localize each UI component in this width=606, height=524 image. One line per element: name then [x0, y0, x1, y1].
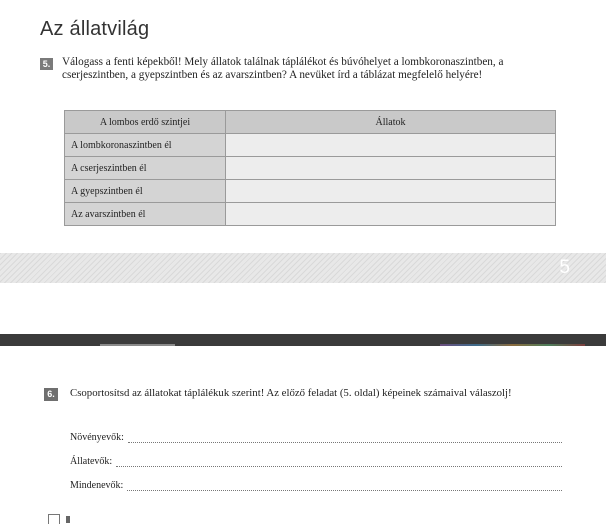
header-animals: Állatok — [226, 111, 556, 134]
page-number: 5 — [559, 257, 570, 278]
task-6-number-badge: 6. — [44, 388, 58, 401]
answer-cell-canopy[interactable] — [226, 134, 556, 157]
task-5 — [40, 56, 570, 81]
next-task-text-fragment — [66, 516, 70, 523]
forest-levels-table — [64, 110, 556, 226]
table-header-row — [65, 111, 556, 134]
dotted-answer-line[interactable] — [127, 481, 562, 491]
table-row — [65, 180, 556, 203]
label-omnivores: Mindenevők: — [70, 480, 124, 491]
answer-cell-herb[interactable] — [226, 180, 556, 203]
row-label-canopy: A lombkoronaszintben él — [65, 134, 226, 157]
task-5-number-badge: 5. — [40, 58, 53, 70]
row-label-herb: A gyepszintben él — [65, 180, 226, 203]
dotted-answer-line[interactable] — [128, 433, 562, 443]
row-label-litter: Az avarszintben él — [65, 203, 226, 226]
section-title: Az állatvilág — [40, 18, 150, 40]
table-row — [65, 157, 556, 180]
answer-line-carnivores[interactable] — [70, 456, 562, 467]
label-herbivores: Növényevők: — [70, 432, 124, 443]
answer-line-herbivores[interactable] — [70, 432, 562, 443]
page-footer-stripe — [0, 253, 606, 283]
divider-accent-left — [100, 344, 175, 346]
table-row — [65, 203, 556, 226]
header-forest-levels: A lombos erdő szintjei — [65, 111, 226, 134]
answer-cell-litter[interactable] — [226, 203, 556, 226]
label-carnivores: Állatevők: — [70, 456, 113, 467]
task-5-instructions: Válogass a fenti képekből! Mely állatok találnak táplálékot és búvóhelyet a lombkoronaszintben, a cserjeszintben, a gyepszintben és az avarszintben? A nevüket írd a táblázat megfelelő helyére! — [62, 56, 504, 81]
answer-cell-shrub[interactable] — [226, 157, 556, 180]
divider-accent-right — [440, 344, 585, 346]
dotted-answer-line[interactable] — [116, 457, 562, 467]
table-row — [65, 134, 556, 157]
task-6-instructions: Csoportosítsd az állatokat táplálékuk szerint! Az előző feladat (5. oldal) képeinek számaival válaszolj! — [70, 387, 512, 399]
answer-line-omnivores[interactable] — [70, 480, 562, 491]
task-6 — [44, 387, 574, 400]
row-label-shrub: A cserjeszintben él — [65, 157, 226, 180]
